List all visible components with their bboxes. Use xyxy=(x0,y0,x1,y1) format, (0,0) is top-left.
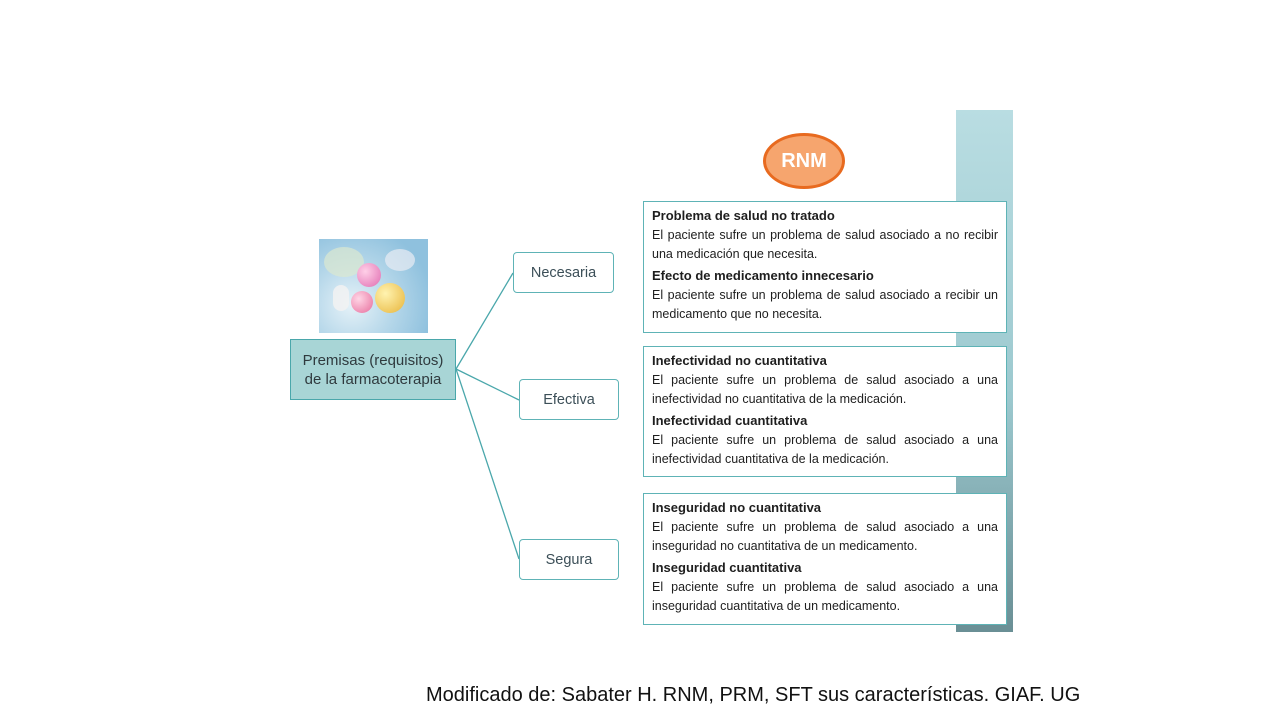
category-segura: Segura xyxy=(519,539,619,580)
item-title: Inefectividad cuantitativa xyxy=(652,413,808,428)
connector-efectiva xyxy=(456,369,519,400)
source-caption: Modificado de: Sabater H. RNM, PRM, SFT sus características. GIAF. UG xyxy=(426,684,1081,706)
category-necesaria: Necesaria xyxy=(513,252,614,293)
rnm-oval: RNM xyxy=(763,133,845,189)
item-text: El paciente sufre un problema de salud asociado a una inefectividad no cuantitativa de la medicación. xyxy=(652,373,998,406)
premisas-box: Premisas (requisitos) de la farmacoterapia xyxy=(290,339,456,400)
rnm-box-efectiva xyxy=(643,346,1007,477)
connector-segura xyxy=(456,369,519,559)
rnm-box-segura xyxy=(643,493,1007,625)
item-title: Problema de salud no tratado xyxy=(652,208,835,223)
item-text: El paciente sufre un problema de salud asociado a una inseguridad no cuantitativa de un medicamento. xyxy=(652,520,998,553)
item-text: El paciente sufre un problema de salud asociado a una inefectividad cuantitativa de la medicación. xyxy=(652,433,998,466)
item-title: Inefectividad no cuantitativa xyxy=(652,353,827,368)
item-title: Efecto de medicamento innecesario xyxy=(652,268,874,283)
rnm-box-necesaria xyxy=(643,201,1007,333)
item-text: El paciente sufre un problema de salud asociado a recibir un medicamento que no necesita. xyxy=(652,288,998,321)
connector-necesaria xyxy=(456,273,513,369)
item-text: El paciente sufre un problema de salud asociado a no recibir una medicación que necesita. xyxy=(652,228,998,261)
category-efectiva: Efectiva xyxy=(519,379,619,420)
pills-image xyxy=(319,239,428,333)
item-title: Inseguridad no cuantitativa xyxy=(652,500,822,515)
item-text: El paciente sufre un problema de salud asociado a una inseguridad cuantitativa de un medicamento. xyxy=(652,580,998,613)
item-title: Inseguridad cuantitativa xyxy=(652,560,802,575)
